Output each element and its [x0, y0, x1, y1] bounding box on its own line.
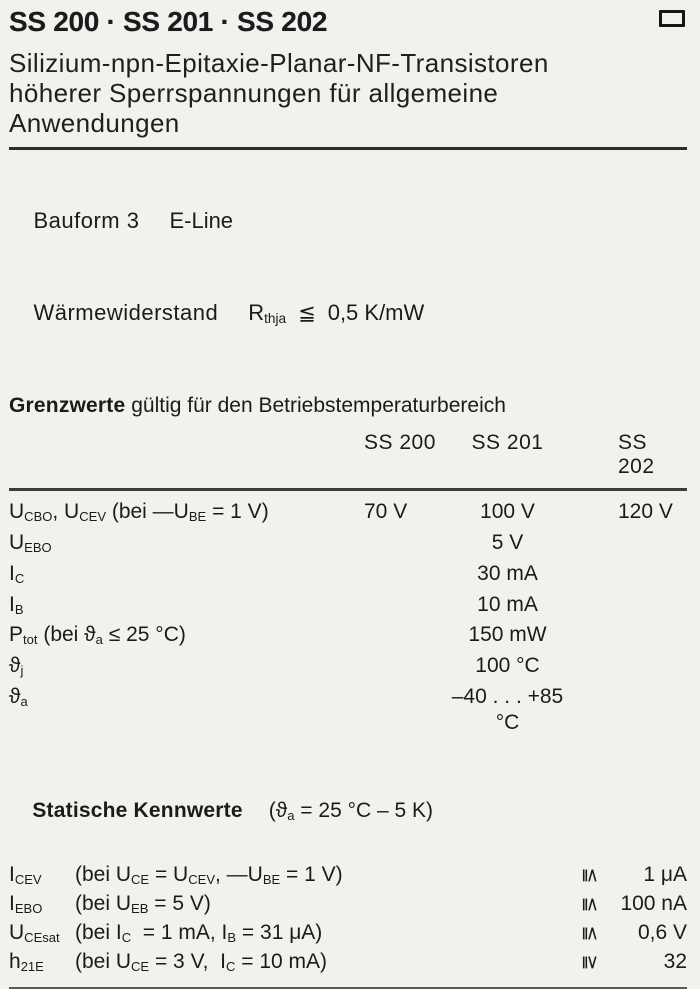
- limits-heading-rest: gültig für den Betriebstemperaturbereich: [131, 394, 506, 417]
- column-header: SS 202: [618, 431, 655, 478]
- document-subtitle: [9, 48, 687, 138]
- less-equal-icon: ≦: [298, 301, 316, 325]
- thermal-label: Wärmewiderstand: [33, 300, 219, 325]
- param-condition: (bei $U_{CE} = 3$ V, $I_C = 10$ mA): [75, 949, 328, 974]
- param-condition: (bei $I_C = 1$ mA, $I_B = 31$ μA): [75, 920, 323, 945]
- less-equal-rotated-icon: ≦: [579, 925, 602, 942]
- param-symbol: $U_{CEsat}$: [9, 920, 60, 945]
- row-label: $ϑ_j$: [9, 654, 24, 679]
- thermal-resistance-line: [9, 277, 687, 355]
- row-label: $U_{CBO}$, $U_{CEV}$ (bei $—U_{BE} = 1$ V): [9, 500, 269, 524]
- row-value: 120 V: [618, 500, 673, 523]
- row-value: 30 mA: [477, 561, 538, 585]
- limits-table: [9, 499, 687, 736]
- param-condition: (bei $U_{CE} = U_{CEV}$, $—U_{BE} = 1$ V): [75, 863, 343, 887]
- param-value: 0,6 V: [637, 920, 687, 944]
- row-value: 5 V: [491, 530, 524, 554]
- thermal-symbol: $R_{thja}$: [248, 300, 287, 326]
- thermal-value: 0,5 K/mW: [327, 300, 425, 325]
- column-header-empty: [9, 431, 364, 479]
- row-label: $P_{tot}$ (bei $ϑ_a \le 25$ °C): [9, 623, 186, 648]
- row-value: 70 V: [364, 500, 408, 523]
- static-heading-bold: Statische Kennwerte: [32, 799, 243, 823]
- column-header: SS 201: [471, 431, 544, 454]
- row-value: –40 . . . +85 °C: [451, 685, 570, 735]
- row-label: $I_C$: [9, 561, 25, 586]
- limits-heading: [9, 394, 687, 418]
- limits-heading-bold: Grenzwerte: [9, 394, 126, 417]
- static-params-table: [9, 863, 687, 978]
- section-rule: [9, 147, 687, 150]
- row-value: 100 V: [480, 500, 535, 523]
- row-value: 10 mA: [477, 592, 538, 616]
- corner-marker-icon: [659, 10, 685, 27]
- row-value: 100 °C: [475, 654, 540, 678]
- bauform-label: Bauform 3: [33, 208, 140, 233]
- subtitle-line: Silizium-npn-Epitaxie-Planar-NF-Transistoren: [9, 48, 549, 78]
- greater-equal-rotated-icon: ≧: [579, 954, 602, 971]
- static-heading-condition: ($ϑ_a = 25$ °C – 5 K): [268, 799, 434, 824]
- param-symbol: $I_{EBO}$: [9, 891, 43, 916]
- subtitle-line: Anwendungen: [9, 108, 180, 138]
- param-condition: (bei $U_{EB} = 5$ V): [75, 891, 211, 916]
- static-params-heading: [9, 772, 687, 855]
- row-value: 150 mW: [468, 623, 547, 647]
- column-header: SS 200: [364, 431, 436, 454]
- subtitle-line: höherer Sperrspannungen für allgemeine: [9, 78, 499, 108]
- package-line: [9, 185, 687, 257]
- param-value: 1 μA: [643, 863, 687, 887]
- row-label: $ϑ_a$: [9, 685, 28, 710]
- param-value: 32: [663, 949, 687, 973]
- table-rule: [9, 488, 687, 491]
- row-label: $I_B$: [9, 592, 24, 617]
- bauform-value: E-Line: [169, 208, 234, 233]
- page-title: SS 200 · SS 201 · SS 202: [9, 6, 328, 37]
- less-equal-rotated-icon: ≦: [579, 896, 602, 913]
- param-symbol: $I_{CEV}$: [9, 863, 42, 887]
- param-symbol: $h_{21E}$: [9, 949, 44, 974]
- row-label: $U_{EBO}$: [9, 530, 52, 555]
- title-row: [9, 6, 687, 38]
- param-value: 100 nA: [620, 891, 687, 915]
- less-equal-rotated-icon: ≦: [579, 867, 602, 884]
- limits-column-headers: [9, 431, 687, 479]
